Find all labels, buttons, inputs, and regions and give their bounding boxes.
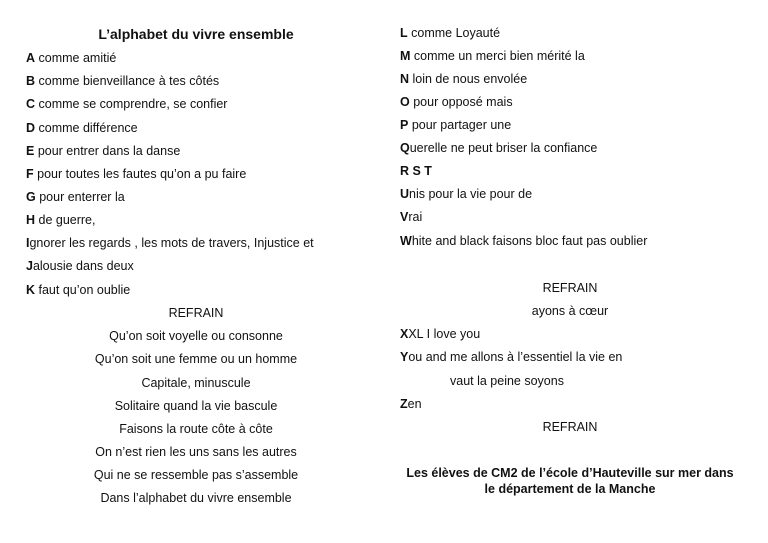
- letter-line-c: C comme se comprendre, se confier: [26, 97, 228, 111]
- letter-line-j: Jalousie dans deux: [26, 259, 134, 273]
- letter-line-n: N loin de nous envolée: [400, 72, 528, 86]
- letter-line-d: D comme différence: [26, 121, 138, 135]
- refrain-line: Qui ne se ressemble pas s’assemble: [93, 468, 299, 482]
- letter-line-rst: R S T: [400, 164, 432, 178]
- refrain-line: On n’est rien les uns sans les autres: [95, 445, 297, 459]
- vaut-line: vaut la peine soyons: [450, 374, 564, 388]
- refrain-line: Faisons la route côte à côte: [119, 422, 273, 436]
- author-credit-line-1: Les élèves de CM2 de l’école d’Hauteville sur mer dans: [406, 466, 734, 480]
- letter-line-u: Unis pour la vie pour de: [400, 187, 533, 201]
- letter-line-k: K faut qu’on oublie: [26, 283, 131, 297]
- letter-line-f: F pour toutes les fautes qu’on a pu faire: [26, 167, 247, 181]
- refrain-label-right-2: REFRAIN: [542, 420, 598, 434]
- letter-line-q: Querelle ne peut briser la confiance: [400, 141, 598, 155]
- letter-line-v: Vrai: [400, 210, 423, 224]
- letter-line-l: L comme Loyauté: [400, 26, 501, 40]
- refrain-line: Qu’on soit voyelle ou consonne: [109, 329, 283, 343]
- letter-line-h: H de guerre,: [26, 213, 96, 227]
- ayons-line: ayons à cœur: [531, 304, 609, 318]
- letter-line-a: A comme amitié: [26, 51, 117, 65]
- letter-line-z: Zen: [400, 397, 422, 411]
- author-credit: [390, 465, 750, 497]
- refrain-line: Qu’on soit une femme ou un homme: [94, 352, 298, 366]
- refrain-line: Capitale, minuscule: [141, 376, 251, 390]
- letter-line-g: G pour enterrer la: [26, 190, 125, 204]
- page-title: L’alphabet du vivre ensemble: [98, 26, 294, 42]
- author-credit-line-2: le département de la Manche: [484, 482, 656, 496]
- letter-line-o: O pour opposé mais: [400, 95, 513, 109]
- letter-line-e: E pour entrer dans la danse: [26, 144, 181, 158]
- letter-line-x: XXL I love you: [400, 327, 481, 341]
- refrain-label-right: REFRAIN: [542, 281, 598, 295]
- letter-line-p: P pour partager une: [400, 118, 512, 132]
- letter-line-m: M comme un merci bien mérité la: [400, 49, 585, 63]
- letter-line-b: B comme bienveillance à tes côtés: [26, 74, 220, 88]
- letter-line-y: You and me allons à l’essentiel la vie en: [400, 350, 623, 364]
- refrain-line: Dans l’alphabet du vivre ensemble: [100, 491, 292, 505]
- letter-line-i: Ignorer les regards , les mots de travers, Injustice et: [26, 236, 314, 250]
- refrain-label: REFRAIN: [168, 306, 224, 320]
- refrain-line: Solitaire quand la vie bascule: [114, 399, 278, 413]
- letter-line-w: White and black faisons bloc faut pas oublier: [400, 234, 648, 248]
